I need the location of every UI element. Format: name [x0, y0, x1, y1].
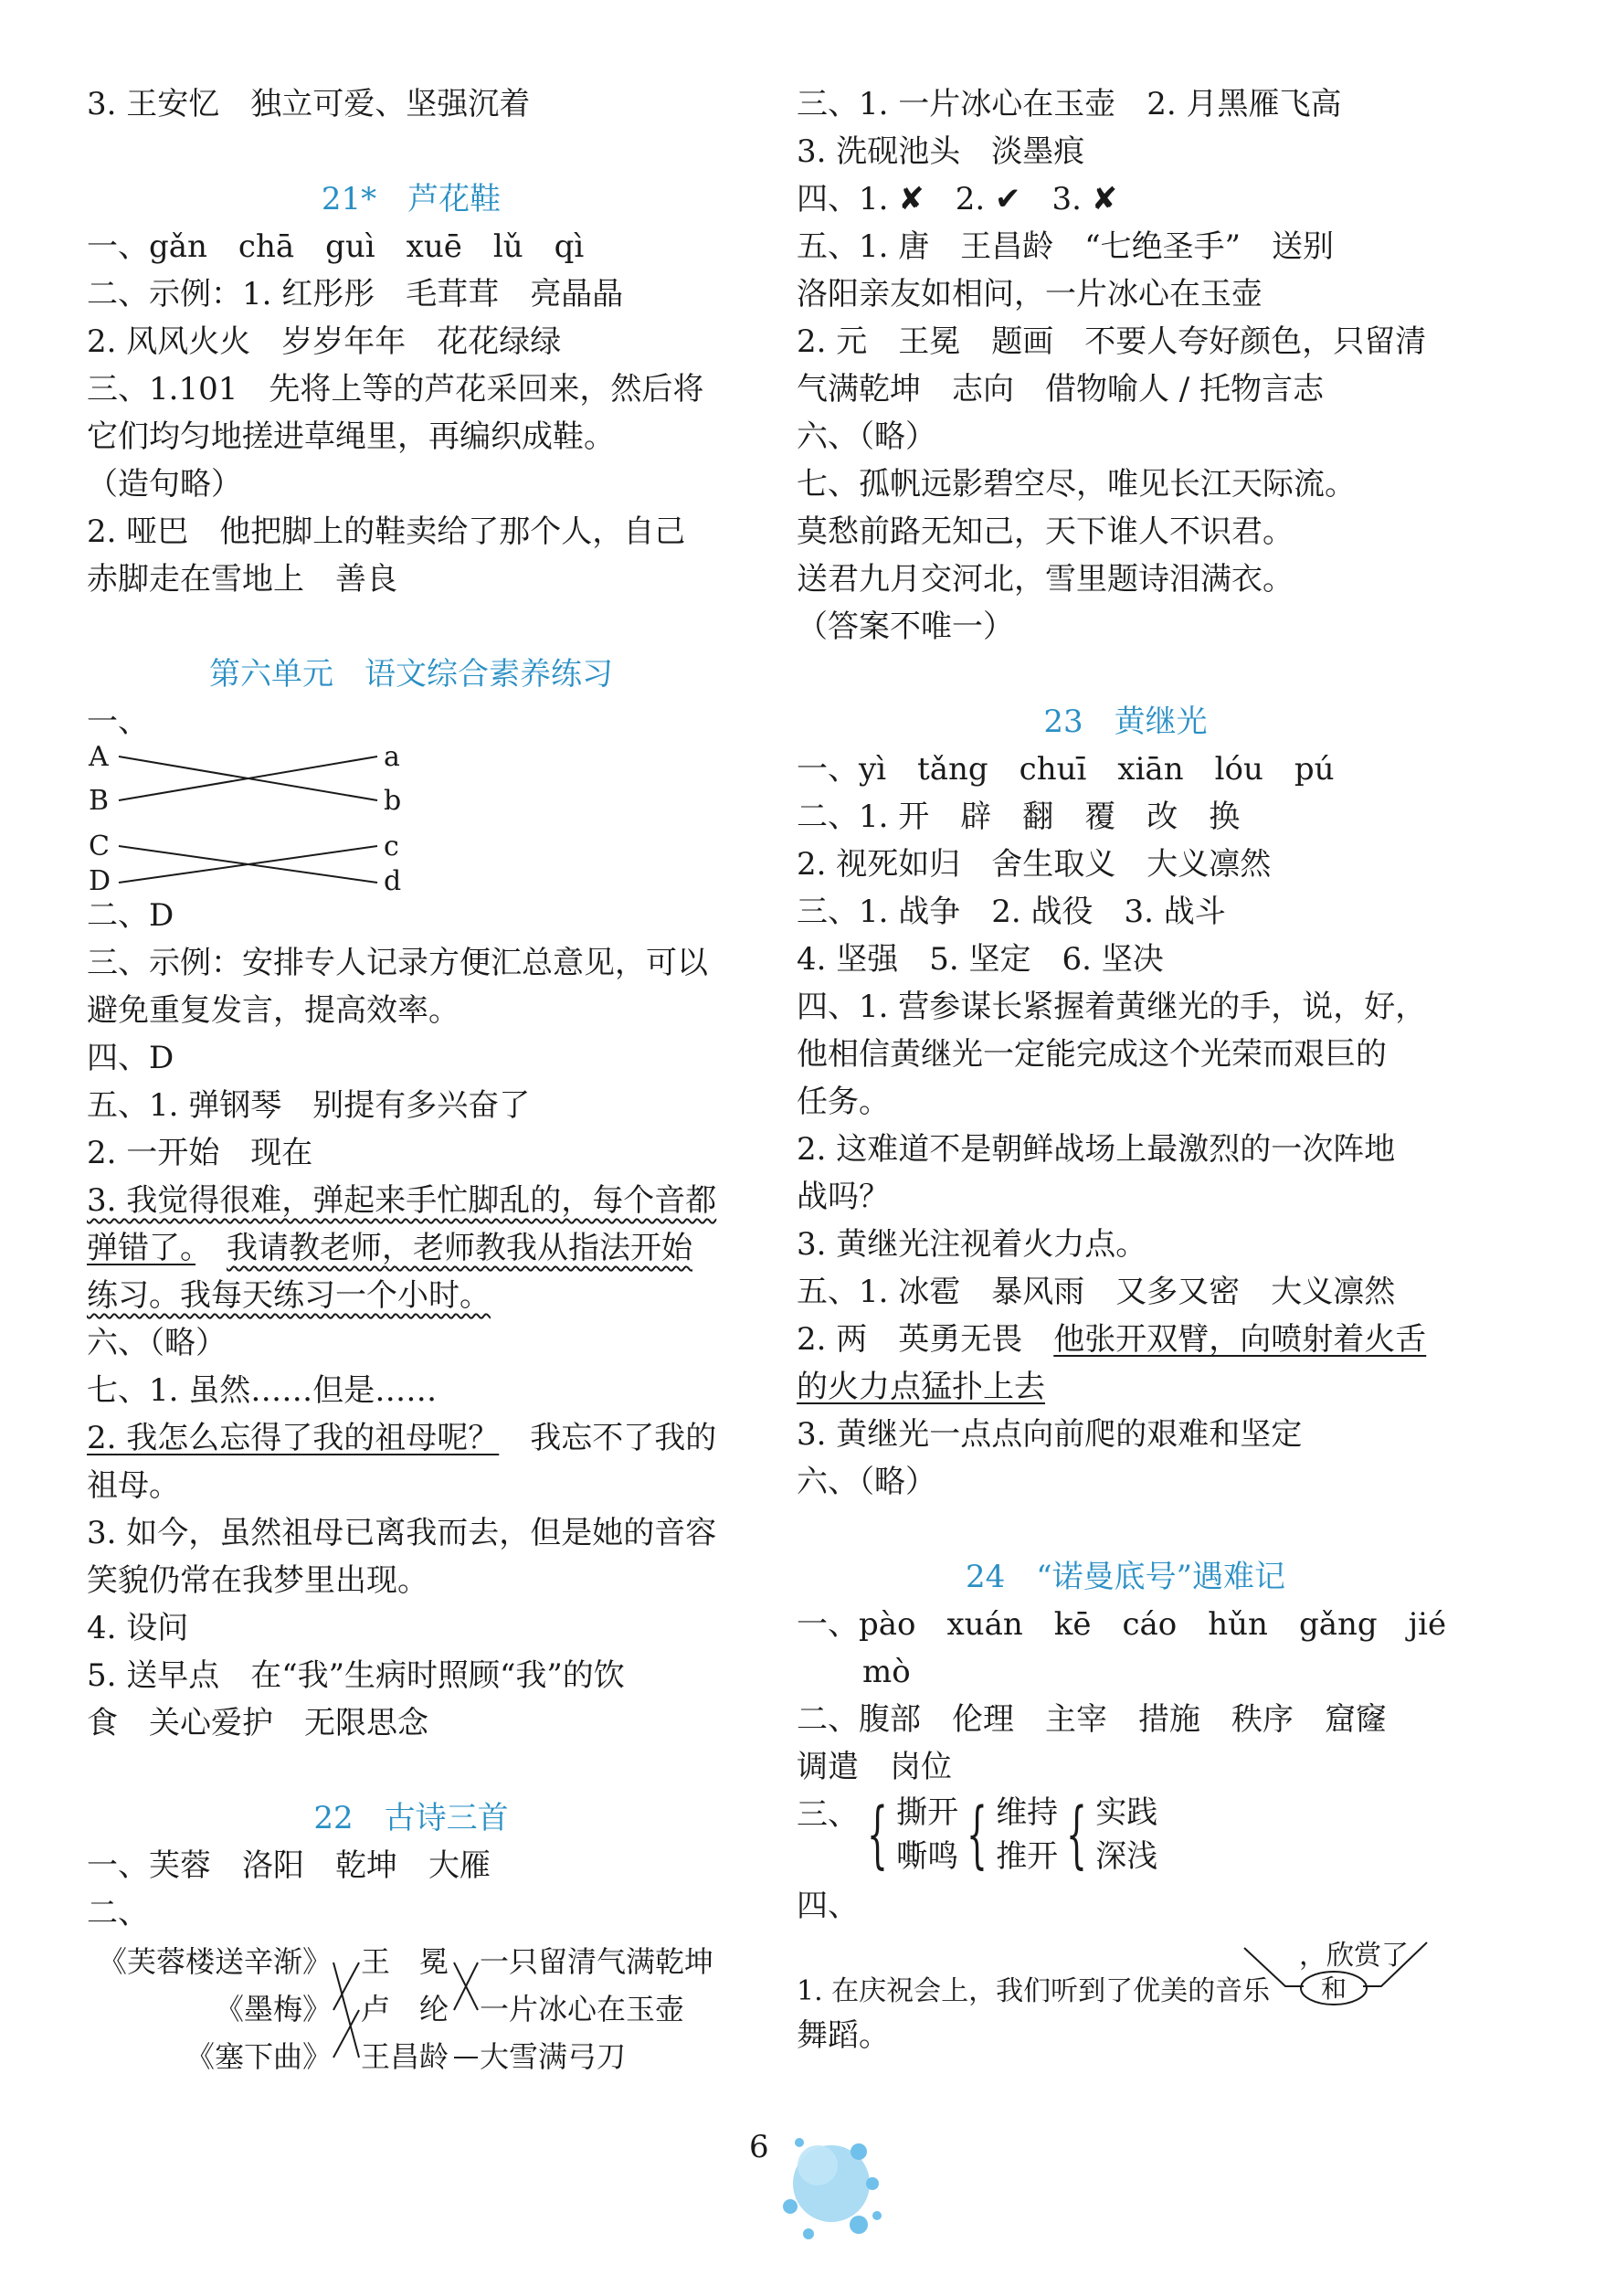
insert-text: ，欣赏了 [1299, 1940, 1409, 1972]
answer-line: 三、1. 战争 2. 战役 3. 战斗 [797, 894, 1226, 930]
answer-line: 3. 王安忆 独立可爱、坚强沉着 [87, 86, 531, 122]
answer-text: 1. 在庆祝会上，我们听到了优美的音乐 [797, 1975, 1271, 2007]
insertion-mark [1235, 1930, 1436, 2012]
answer-line: 二、腹部 伦理 主宰 措施 秩序 窟窿 [797, 1701, 1387, 1738]
splash-decoration [772, 2115, 891, 2252]
answer-line: 二、1. 开 辟 翻 覆 改 换 [797, 799, 1241, 835]
answer-line [87, 1224, 735, 1272]
right-column [797, 80, 1454, 2059]
match-label: b [384, 785, 402, 817]
verse-line: 一片冰心在玉壶 [480, 1992, 685, 2026]
poem-matching-diagram [87, 1937, 745, 2092]
answer-line: 2. 视死如归 舍生取义 大义凛然 [797, 846, 1272, 883]
answer-line: 赤脚走在雪地上 善良 [87, 561, 397, 598]
answer-line: 三、1. 一片冰心在玉壶 2. 月黑雁飞高 [797, 86, 1342, 122]
underlined-text: 练习。我每天练习一个小时。 [87, 1277, 491, 1314]
brace-item: 实践 [1095, 1794, 1158, 1831]
answer-line: mò [862, 1654, 911, 1690]
matching-diagram [87, 746, 452, 892]
poem-title: 《墨梅》 [214, 1992, 332, 2026]
answer-line: 莫愁前路无知己，天下谁人不识君。 [797, 513, 1294, 550]
section-heading-21: 21* 芦花鞋 [321, 181, 502, 217]
brace-group [863, 1791, 958, 1878]
answer-line: 他相信黄继光一定能完成这个光荣而艰巨的 [797, 1036, 1387, 1073]
answer-line: 三、示例：安排专人记录方便汇总意见，可以 [87, 945, 708, 981]
answer-line: 祖母。 [87, 1467, 180, 1504]
left-column [87, 80, 735, 2092]
answer-line: 二、D [87, 897, 174, 934]
insert-circled-text: 和 [1320, 1973, 1347, 2004]
brace-answer [797, 1791, 1454, 1882]
answer-line [87, 1177, 735, 1224]
answer-line: 2. 一开始 现在 [87, 1135, 313, 1171]
answer-line: 笑貌仍常在我梦里出现。 [87, 1562, 428, 1599]
match-label: c [384, 831, 399, 862]
answer-line: 5. 送早点 在“我”生病时照顾“我”的饮 [87, 1657, 625, 1694]
answer-line: 3. 黄继光一点点向前爬的艰难和坚定 [797, 1416, 1303, 1453]
answer-line: 3. 洗砚池头 淡墨痕 [797, 133, 1085, 170]
match-label: a [384, 746, 400, 773]
underlined-text: 3. 我觉得很难，弹起来手忙脚乱的，每个音都 [87, 1182, 717, 1219]
verse-line: 一只留清气满乾坤 [480, 1944, 714, 1979]
poem-title: 《芙蓉楼送辛渐》 [97, 1944, 332, 1979]
answer-line: 四、D [87, 1040, 174, 1076]
answer-line: 舞蹈。 [797, 2017, 890, 2054]
section-heading-unit6: 第六单元 语文综合素养练习 [209, 656, 613, 693]
answer-line: 一、pào xuán kē cáo hǔn gǎng jié [797, 1606, 1447, 1643]
underlined-text: 我请教老师，老师教我从指法开始 [227, 1230, 692, 1266]
match-label: B [89, 785, 110, 817]
brace-item: 嘶鸣 [896, 1838, 959, 1875]
answer-line: 4. 坚强 5. 坚定 6. 坚决 [797, 941, 1164, 978]
answer-text: 我忘不了我的 [530, 1420, 717, 1456]
brace-icon: { [967, 1792, 988, 1877]
section-heading-24: 24 “诺曼底号”遇难记 [965, 1559, 1286, 1595]
answer-line: 六、（略） [797, 1464, 936, 1500]
answer-line: 3. 如今，虽然祖母已离我而去，但是她的音容 [87, 1515, 717, 1551]
answer-line: 四、1. ✘ 2. ✔ 3. ✘ [797, 181, 1118, 217]
underlined-text: 他张开双臂，向喷射着火舌 [1053, 1321, 1427, 1358]
answer-line: 六、（略） [797, 418, 936, 455]
answer-line: 任务。 [797, 1084, 890, 1120]
answer-line: 2. 哑巴 他把脚上的鞋卖给了那个人，自己 [87, 513, 686, 550]
brace-group [963, 1791, 1058, 1878]
answer-line: 七、1. 虽然……但是…… [87, 1372, 438, 1409]
answer-line: 五、1. 唐 王昌龄 “七绝圣手” 送别 [797, 228, 1335, 265]
answer-line: 二、 [87, 1895, 149, 1931]
answer-line [797, 1363, 1454, 1411]
underlined-text: 的火力点猛扑上去 [797, 1369, 1045, 1405]
match-line [333, 1963, 359, 2010]
poet-name: 王 冕 [361, 1944, 449, 1979]
underlined-text: 2. 我怎么忘得了我的祖母呢？ [87, 1420, 500, 1456]
answer-line: 七、孤帆远影碧空尽，唯见长江天际流。 [797, 466, 1356, 503]
match-line [333, 2010, 359, 2058]
match-label: C [89, 831, 110, 862]
answer-line: 气满乾坤 志向 借物喻人 / 托物言志 [797, 371, 1325, 407]
match-label: A [89, 746, 109, 773]
answer-line: 避免重复发言，提高效率。 [87, 992, 460, 1029]
answer-line: 一、 [87, 704, 149, 740]
answer-line: 四、 [797, 1888, 859, 1924]
brace-item: 撕开 [896, 1794, 959, 1831]
answer-line: 一、芙蓉 洛阳 乾坤 大雁 [87, 1847, 491, 1884]
answer-line: （造句略） [87, 466, 242, 503]
brace-group [1062, 1791, 1157, 1878]
match-line [333, 1963, 359, 2058]
section-heading-23: 23 黄继光 [1043, 704, 1208, 740]
answer-line: 4. 设问 [87, 1610, 189, 1646]
poet-name: 王昌龄 [361, 2039, 449, 2074]
answer-line [87, 1272, 735, 1319]
match-label: d [384, 865, 402, 892]
brace-item: 维持 [996, 1794, 1059, 1831]
brace-icon: { [867, 1792, 889, 1877]
answer-label: 三、 [797, 1796, 859, 1833]
answer-line: 3. 黄继光注视着火力点。 [797, 1226, 1147, 1263]
answer-line [797, 1316, 1454, 1363]
page-number: 6 [749, 2129, 769, 2165]
answer-line: 二、示例：1. 红彤彤 毛茸茸 亮晶晶 [87, 276, 624, 312]
answer-line: 送君九月交河北，雪里题诗泪满衣。 [797, 561, 1294, 598]
brace-item: 深浅 [1095, 1838, 1158, 1875]
poet-name: 卢 纶 [361, 1992, 449, 2026]
answer-line: 2. 这难道不是朝鲜战场上最激烈的一次阵地 [797, 1131, 1396, 1168]
match-label: D [89, 865, 111, 892]
answer-line: 食 关心爱护 无限思念 [87, 1705, 428, 1741]
answer-line: 它们均匀地搓进草绳里，再编织成鞋。 [87, 418, 615, 455]
poem-title: 《塞下曲》 [185, 2039, 332, 2074]
section-heading-22: 22 古诗三首 [313, 1800, 509, 1836]
answer-line: 三、1.101 先将上等的芦花采回来，然后将 [87, 371, 704, 407]
answer-line: 2. 元 王冕 题画 不要人夸好颜色，只留清 [797, 323, 1427, 360]
answer-line: 2. 风风火火 岁岁年年 花花绿绿 [87, 323, 562, 360]
brace-item: 推开 [996, 1838, 1059, 1875]
answer-line: 五、1. 冰雹 暴风雨 又多又密 大义凛然 [797, 1274, 1396, 1310]
insertion-answer [797, 1930, 1454, 2012]
answer-line: （答案不唯一） [797, 608, 1014, 645]
answer-text: 2. 两 英勇无畏 [797, 1321, 1054, 1358]
answer-line [87, 1414, 735, 1462]
verse-line: 大雪满弓刀 [480, 2039, 627, 2074]
brace-icon: { [1066, 1792, 1088, 1877]
answer-line: 一、gǎn chā guì xuē lǔ qì [87, 228, 585, 265]
answer-line: 五、1. 弹钢琴 别提有多兴奋了 [87, 1087, 531, 1124]
answer-line: 一、yì tǎng chuī xiān lóu pú [797, 751, 1335, 788]
answer-line: 洛阳亲友如相问，一片冰心在玉壶 [797, 276, 1263, 312]
underlined-text: 弹错了。 [87, 1230, 195, 1266]
answer-line: 六、（略） [87, 1325, 227, 1361]
answer-line: 战吗？ [797, 1179, 890, 1215]
answer-line: 调遣 岗位 [797, 1749, 952, 1785]
answer-line: 四、1. 营参谋长紧握着黄继光的手，说，好， [797, 989, 1427, 1025]
